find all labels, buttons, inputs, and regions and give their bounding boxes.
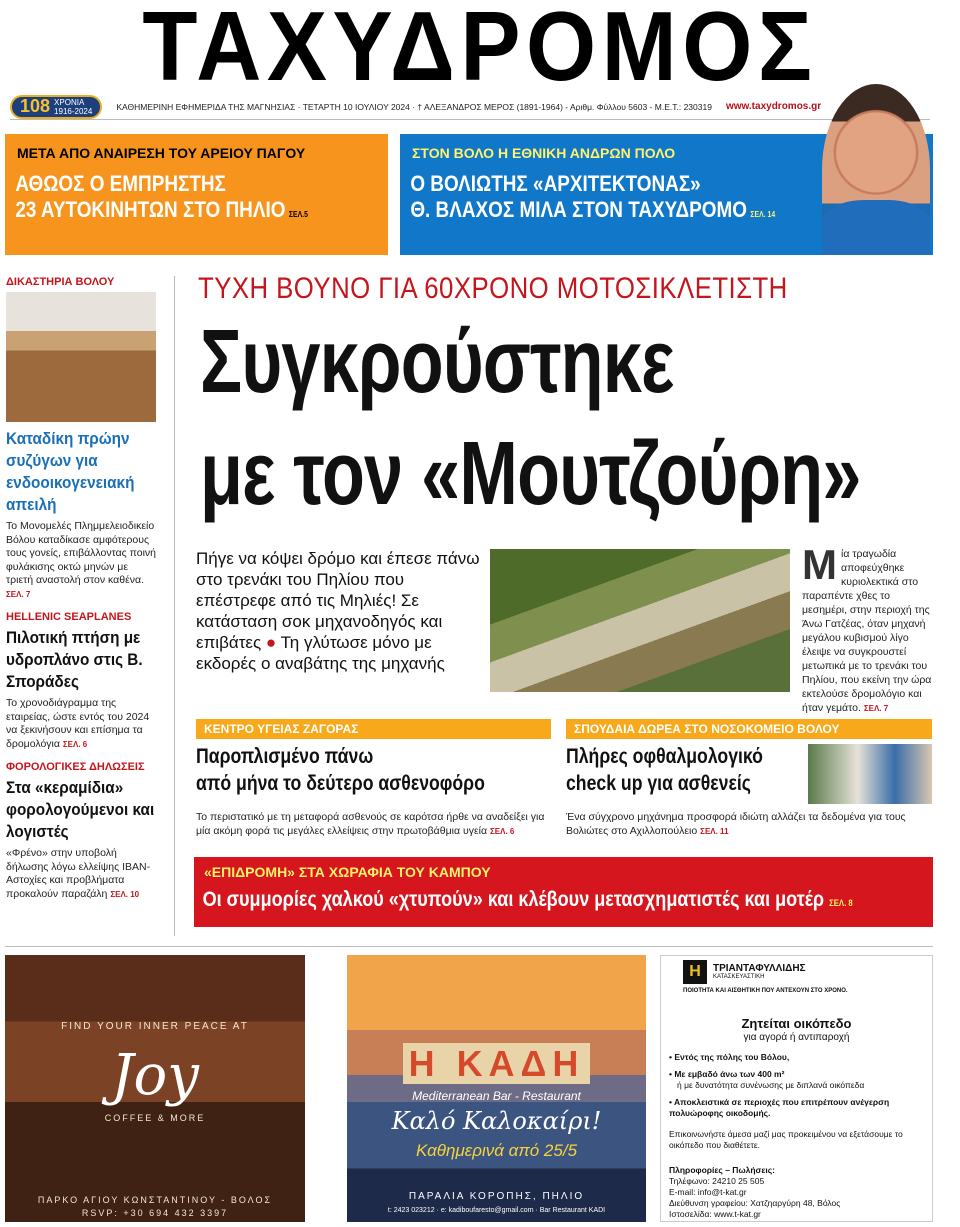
- contact-line: Επικοινωνήστε άμεσα μαζί μας προκειμένου να εξετάσουμε το οικόπεδο που διαθέτετε.: [669, 1129, 903, 1150]
- restaurant-place: ΠΑΡΑΛΙΑ ΚΟΡΟΠΗΣ, ΠΗΛΙΟ: [408, 1191, 585, 1202]
- years-range: 1916-2024: [54, 106, 93, 116]
- restaurant-slogan: Καλό Καλοκαίρι!: [391, 1107, 602, 1135]
- newspaper-title: ΤΑΧΥΔΡΟΜΟΣ: [142, 0, 818, 101]
- bullet-1: • Εντός της πόλης του Βόλου,: [669, 1052, 790, 1062]
- info-title: Πληροφορίες – Πωλήσεις:: [669, 1165, 776, 1175]
- issue-info: ΚΑΘΗΜΕΡΙΝΗ ΕΦΗΜΕΡΙΔΑ ΤΗΣ ΜΑΓΝΗΣΙΑΣ · ΤΕΤΑΡΤΗ 10 ΙΟΥΛΙΟΥ 2024 · † ΑΛΕΞΑΝΔΡΟΣ ΜΕΡΟΣ (1891-1964) - Αριθμ. Φύλλου 5603 - Μ.Ε.Τ.: 230319: [116, 101, 712, 112]
- sidebar-3-body: «Φρένο» στην υποβολή δήλωσης λόγω ελλείψης ΙΒΑΝ- Αστοχίες και προβλήματα προκαλούν παραζάλη: [6, 847, 151, 900]
- sidebar-2-label: HELLENIC SEAPLANES: [6, 611, 132, 623]
- cafe-tagline: FIND YOUR INNER PEACE AT: [61, 1021, 249, 1032]
- ad-subtitle: για αγορά ή αντιπαροχή: [743, 1032, 850, 1043]
- main-lead: [196, 548, 486, 674]
- address: Διεύθυνση γραφείου: Χατζηαργύρη 48, Βόλος: [669, 1198, 841, 1208]
- ads-divider: [5, 946, 933, 947]
- main-lead-text-2: Τη γλύτωσε μόνο με εκδορές ο αναβάτης της μηχανής: [196, 633, 445, 673]
- sidebar-1-label: ΔΙΚΑΣΤΗΡΙΑ ΒΟΛΟΥ: [6, 276, 115, 288]
- bullet-icon: ●: [265, 633, 277, 652]
- restaurant-contact: t: 2423 023212 · e: kadiboufaresto@gmail.com · Bar Restaurant KADI: [387, 1207, 606, 1214]
- hospital-bar: ΣΠΟΥΔΑΙΑ ΔΩΡΕΑ ΣΤΟ ΝΟΣΟΚΟΜΕΙΟ ΒΟΛΟΥ: [566, 719, 932, 739]
- restaurant-daily: Καθημερινά από 25/5: [415, 1141, 578, 1160]
- copper-head: Οι συμμορίες χαλκού «χτυπούν» και κλέβουν μετασχηματιστές και μοτέρ: [202, 888, 825, 911]
- copper-story[interactable]: [194, 857, 933, 927]
- anniversary-badge: [10, 95, 102, 119]
- restaurant-ad[interactable]: [347, 955, 646, 1222]
- cafe-ad[interactable]: [5, 955, 305, 1222]
- top-left-head-2: 23 ΑΥΤΟΚΙΝΗΤΩΝ ΣΤΟ ΠΗΛΙΟ: [15, 197, 286, 222]
- copper-kicker: «ΕΠΙΔΡΟΜΗ» ΣΤΑ ΧΩΡΑΦΙΑ ΤΟΥ ΚΑΜΠΟΥ: [204, 864, 491, 880]
- sidebar-1-body: Το Μονομελές Πλημμελειοδικείο Βόλου καταδίκασε αμφότερους τους γονείς, επιβάλλοντας ποινή φυλάκισης οκτώ μηνών με τριετή αναστολή στον καθένα.: [6, 520, 157, 586]
- hospital-head-1[interactable]: Πλήρες οφθαλμολογικό: [566, 745, 763, 768]
- sidebar-2-head[interactable]: Πιλοτική πτήση με υδροπλάνο στις Β. Σποράδες: [6, 628, 143, 691]
- main-lead-text: Πήγε να κόψει δρόμο και έπεσε πάνω στο τρενάκι του Πηλίου που επέστρεφε από τις Μηλιές! Σε κατάσταση σοκ μηχανοδηγός και επιβάτες: [196, 549, 480, 652]
- zagora-body-text: Το περιστατικό με τη μεταφορά ασθενούς σε καρότσα ήρθε να αναδείξει για μία ακόμη φορά τις μεγάλες ελλείψεις στην πρωτοβάθμια υγεία: [196, 811, 545, 837]
- years-number: 108: [20, 96, 51, 116]
- hospital-body-text: Ένα σύγχρονο μηχάνημα προσφορά ιδιώτη αλλάζει τα δεδομένα για τους Βολιώτες στο Αχιλλοπούλειο: [566, 811, 906, 837]
- zagora-body: [196, 810, 556, 839]
- sidebar-3-head[interactable]: Στα «κεραμίδια» φορολογούμενοι και λογιστές: [6, 778, 155, 841]
- hospital-head-2[interactable]: check up για ασθενείς: [566, 772, 751, 795]
- donation-photo: [808, 744, 932, 804]
- company-sub: ΚΑΤΑΣΚΕΥΑΣΤΙΚΗ: [713, 974, 765, 980]
- top-right-kicker: ΣΤΟΝ ΒΟΛΟ Η ΕΘΝΙΚΗ ΑΝΔΡΩΝ ΠΟΛΟ: [412, 145, 676, 161]
- sidebar-2-page-ref: ΣΕΛ. 6: [62, 739, 88, 749]
- main-head-1[interactable]: Συγκρούστηκε: [200, 312, 674, 412]
- phone: Τηλέφωνο: 24210 25 505: [669, 1176, 765, 1186]
- column-divider: [174, 276, 175, 936]
- email[interactable]: E-mail: info@t-kat.gr: [669, 1187, 747, 1197]
- company-tagline: ΠΟΙΟΤΗΤΑ ΚΑΙ ΑΙΣΘΗΤΙΚΗ ΠΟΥ ΑΝΤΕΧΟΥΝ ΣΤΟ ΧΡΟΝΟ.: [683, 988, 848, 994]
- copper-page-ref: ΣΕΛ. 8: [829, 898, 853, 908]
- cafe-rsvp: RSVP: +30 694 432 3397: [81, 1208, 229, 1218]
- website[interactable]: Ιστοσελίδα: www.t-kat.gr: [669, 1209, 761, 1219]
- restaurant-logo: Η ΚΑΔΗ: [347, 1043, 646, 1085]
- ad-title: Ζητείται οικόπεδο: [741, 1016, 852, 1031]
- top-right-head-1: Ο ΒΟΛΙΩΤΗΣ «ΑΡΧΙΤΕΚΤΟΝΑΣ»: [410, 171, 701, 196]
- sidebar-1-page-ref: ΣΕΛ. 7: [6, 589, 31, 599]
- main-head-2[interactable]: με τον «Μουτζούρη»: [200, 424, 861, 524]
- zagora-head-1[interactable]: Παροπλισμένο πάνω: [196, 745, 374, 768]
- top-left-page-ref: ΣΕΛ.5: [288, 210, 308, 219]
- info-bar: [10, 94, 930, 120]
- portrait-photo: [822, 84, 930, 255]
- sidebar: [6, 276, 158, 901]
- sidebar-3-page-ref: ΣΕΛ. 10: [110, 889, 140, 899]
- company-logo-icon: H: [683, 960, 707, 984]
- top-left-story[interactable]: [5, 134, 388, 255]
- courtroom-photo: [6, 292, 156, 422]
- bullet-3: • Αποκλειστικά σε περιοχές που επιτρέπουν ανέγερση πολυώροφης οικοδομής.: [669, 1097, 890, 1118]
- top-right-head-2: Θ. ΒΛΑΧΟΣ ΜΙΛΑ ΣΤΟΝ ΤΑΧΥΔΡΟΜΟ: [410, 197, 747, 222]
- main-page-ref: ΣΕΛ. 7: [863, 704, 889, 713]
- zagora-head-2[interactable]: από μήνα το δεύτερο ασθενοφόρο: [196, 772, 485, 795]
- top-left-head-1: ΑΘΩΟΣ Ο ΕΜΠΡΗΣΤΗΣ: [15, 171, 226, 196]
- hospital-body: [566, 810, 932, 839]
- top-right-page-ref: ΣΕΛ. 14: [750, 210, 776, 219]
- zagora-bar: ΚΕΝΤΡΟ ΥΓΕΙΑΣ ΖΑΓΟΡΑΣ: [196, 719, 551, 739]
- website-link[interactable]: www.taxydromos.gr: [725, 101, 822, 112]
- main-subhead: ΤΥΧΗ ΒΟΥΝΟ ΓΙΑ 60ΧΡΟΝΟ ΜΟΤΟΣΙΚΛΕΤΙΣΤΗ: [198, 272, 788, 305]
- construction-ad[interactable]: [660, 955, 933, 1222]
- years-word: ΧΡΟΝΙΑ: [54, 97, 85, 107]
- sidebar-3-label: ΦΟΡΟΛΟΓΙΚΕΣ ΔΗΛΩΣΕΙΣ: [6, 761, 145, 773]
- bullet-2: • Με εμβαδό άνω των 400 m²: [669, 1069, 785, 1079]
- restaurant-sub: Mediterranean Bar - Restaurant: [412, 1089, 581, 1103]
- dropcap: Μ: [802, 541, 837, 588]
- zagora-page-ref: ΣΕΛ. 6: [489, 827, 515, 836]
- company-name: ΤΡΙΑΝΤΑΦΥΛΛΙΔΗΣ: [713, 963, 806, 974]
- cafe-address: ΠΑΡΚΟ ΑΓΙΟΥ ΚΩΝΣΤΑΝΤΙΝΟΥ - ΒΟΛΟΣ: [37, 1195, 273, 1205]
- top-left-kicker: ΜΕΤΑ ΑΠΟ ΑΝΑΙΡΕΣΗ ΤΟΥ ΑΡΕΙΟΥ ΠΑΓΟΥ: [17, 145, 306, 161]
- cafe-sub: COFFEE & MORE: [104, 1113, 206, 1123]
- sidebar-2-body: Το χρονοδιάγραμμα της εταιρείας, ώστε εντός του 2024 να ξεκινήσουν και επίσημα τα δρομολόγια: [6, 697, 150, 750]
- train-accident-photo: [490, 549, 790, 692]
- bullet-2-sub: ή με δυνατότητα συνένωσης με διπλανά οικόπεδα: [677, 1080, 865, 1090]
- hospital-page-ref: ΣΕΛ. 11: [700, 827, 729, 836]
- masthead: [0, 0, 960, 101]
- cafe-logo: Joy: [111, 1043, 199, 1108]
- sidebar-1-head[interactable]: Καταδίκη πρώην συζύγων για ενδοοικογενειακή απειλή: [6, 429, 135, 514]
- main-body: [802, 541, 932, 716]
- main-body-text: ία τραγωδία αποφεύχθηκε κυριολεκτικά στο παραπέντε χθες το μεσημέρι, στην περιοχή της Άνω Γατζέας, όταν μηχανή μεγάλου κυβισμού λίγο έλειψε να συγκρουστεί μετωπικά με το τρενάκι του Πηλίου, που εκείνη την ώρα εκτελούσε δρομολόγιο και ήταν γεμάτο.: [802, 548, 932, 714]
